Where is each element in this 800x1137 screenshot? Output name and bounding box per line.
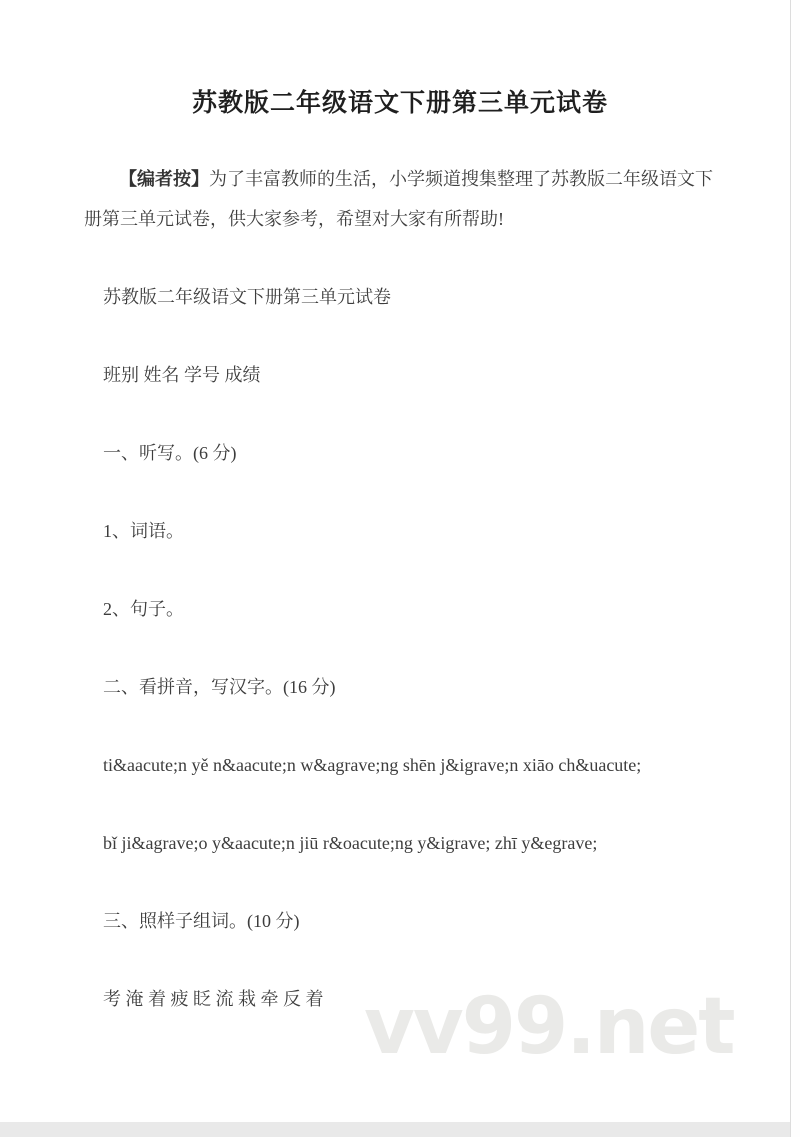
editor-note-text: 为了丰富教师的生活，小学频道搜集整理了苏教版二年级语文下册第三单元试卷，供大家参考，希望对大家有所帮助! <box>84 169 713 229</box>
pinyin-line-1: ti&aacute;n yě n&aacute;n w&agrave;ng shēn j&igrave;n xiāo ch&uacute; <box>103 755 642 775</box>
pinyin-line-2: bǐ ji&agrave;o y&aacute;n jiū r&oacute;ng y&igrave; zhī y&egrave; <box>103 833 598 853</box>
section-2-heading: 二、看拼音，写汉字。(16 分) <box>103 677 336 697</box>
character-list-line: 考 淹 着 疲 眨 流 栽 牵 反 着 <box>103 989 324 1009</box>
student-fields-line: 班别 姓名 学号 成绩 <box>103 365 261 385</box>
section-3-heading: 三、照样子组词。(10 分) <box>103 911 300 931</box>
site-watermark: vv99.net <box>364 982 734 1072</box>
section-1-heading: 一、听写。(6 分) <box>103 443 237 463</box>
section-1-item-1: 1、词语。 <box>103 521 184 541</box>
section-1-item-2: 2、句子。 <box>103 599 184 619</box>
document-body <box>84 159 716 1019</box>
editor-note-paragraph <box>84 159 716 239</box>
subtitle-paragraph: 苏教版二年级语文下册第三单元试卷 <box>103 287 391 307</box>
scrollbar-track[interactable] <box>790 0 800 1137</box>
bottom-bar <box>0 1122 800 1137</box>
page-title: 苏教版二年级语文下册第三单元试卷 <box>191 89 608 117</box>
editor-note-label: 【编者按】 <box>119 169 209 189</box>
